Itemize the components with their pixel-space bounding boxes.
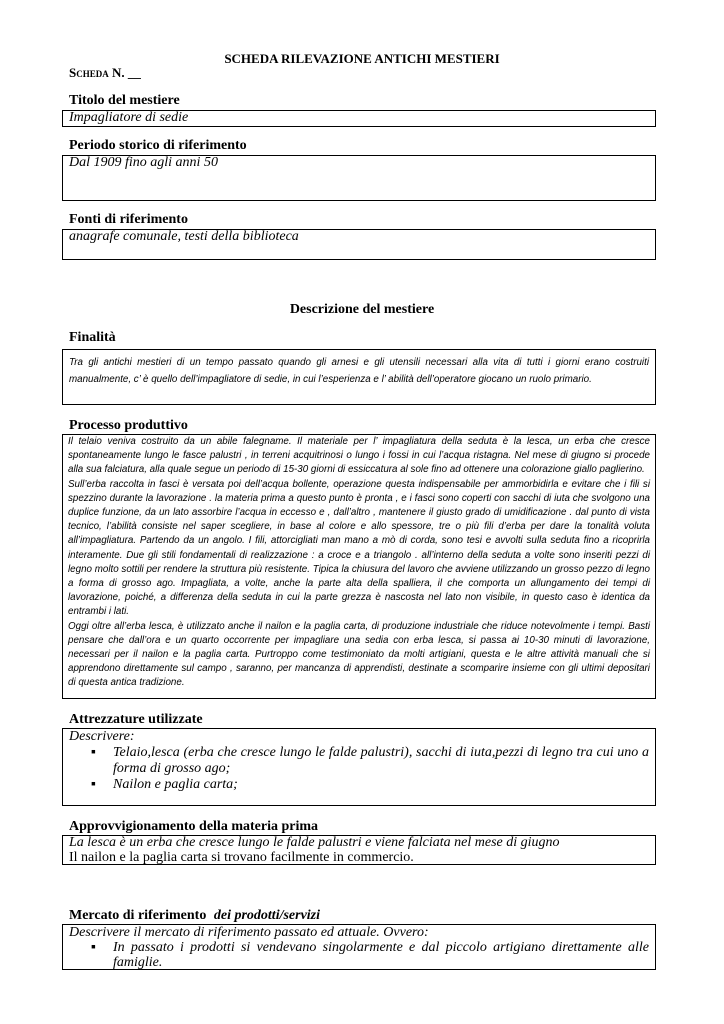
approvvigionamento-line1: La lesca è un erba che cresce lungo le falde palustri e viene falciata nel mese di giugno [69,835,560,850]
bullet-icon: ▪ [91,940,96,955]
attrezzature-box [62,728,656,806]
scheda-label: Scheda [69,65,109,80]
finalita-text: Tra gli antichi mestieri di un tempo passato quando gli arnesi e gli utensili necessari alla vita di tutti i giorni erano costruiti manualmente, c’ è quello dell’impagliatore di sedie, in cui l’esperienza e l’ abilità dell’operatore giocano un ruolo primario. [69,357,649,385]
approvvigionamento-line2: Il nailon e la paglia carta si trovano facilmente in commercio. [69,850,414,865]
processo-text [63,435,655,691]
processo-paragraph: Il telaio veniva costruito da un abile falegname. Il materiale per l’ impagliatura della seduta è la lesca, un erba che cresce spontaneamente lungo le fasce palustri , in terreni acquitrinosi o lungo i fossi in cui l’acqua ristagna. Nel mese di giugno si procede alla sua falciatura, alla quale segue un periodo di 15-30 giorni di essiccatura al sole fino ad ottenere una colorazione giallo paglierino. [68,436,650,476]
scheda-suffix: N. __ [111,65,141,80]
list-item [63,745,649,777]
mercato-box [62,924,656,970]
fonti-value: anagrafe comunale, testi della biblioteca [69,229,299,244]
periodo-value: Dal 1909 fino agli anni 50 [69,155,218,170]
mercato-label [69,908,320,924]
attrezzature-item: Telaio,lesca (erba che cresce lungo le falde palustri), sacchi di iuta,pezzi di legno tra cui uno a forma di grosso ago; [113,745,649,776]
periodo-box [62,155,656,201]
titolo-value: Impagliatore di sedie [69,110,189,125]
attrezzature-item: Nailon e paglia carta; [113,777,238,792]
page-title: SCHEDA RILEVAZIONE ANTICHI MESTIERI [224,51,500,66]
processo-box [62,434,656,699]
bullet-icon: ▪ [91,777,96,792]
attrezzature-intro: Descrivere: [69,729,135,744]
processo-paragraph: Sull’erba raccolta in fasci è versata poi dell’acqua bollente, operazione questa indispensabile per ammorbidirla e evitare che i fili si spezzino durante la lavorazione . la materia prima a questo punto è pronta , e i fasci sono coperti con sacchi di iuta che svolgono una duplice funzione, da un lato assorbire l’acqua in eccesso e , dall’altro , mantenere il giusto grado di umidificazione . dal punto di vista tecnico, l’abilità consiste nel saper scegliere, in base al colore e allo spessore, tre o più fili d’erba per dare la tonalità voluta all’impagliatura. Partendo da un angolo. I fili, attorcigliati man mano a mò di corda, sono tesi e avvolti sulla seduta fino a ricoprirla interamente. Due gli stili fondamentali di realizzazione : a croce e a triangolo . all’interno della seduta a volte sono inseriti pezzi di legno molto sottili per rendere la struttura più resistente. Tipica la chiusura del lavoro che avviene utilizzando un grosso pezzo di legno a forma di grosso ago. Impagliata, a volte, anche la parte alta della spalliera, il che comporta un allungamento dei tempi di lavorazione, poiché, a differenza della seduta in cui la parte grezza è nascosta nel lato non visibile, in questo caso è identica da entrambi i lati. [68,478,650,618]
attrezzature-list [63,745,655,793]
finalita-box [62,349,656,405]
titolo-label: Titolo del mestiere [69,93,180,108]
attrezzature-label: Attrezzature utilizzate [69,712,203,727]
finalita-label: Finalità [69,330,116,345]
list-item [63,777,649,793]
fonti-label: Fonti di riferimento [69,212,188,227]
list-item [63,940,649,970]
mercato-label-italic: dei prodotti/servizi [213,908,321,923]
fonti-box [62,229,656,260]
periodo-label: Periodo storico di riferimento [69,138,247,153]
mercato-list [63,940,655,970]
scheda-number [69,65,141,81]
bullet-icon: ▪ [91,745,96,760]
mercato-label-bold: Mercato di riferimento [69,908,207,923]
mercato-intro: Descrivere il mercato di riferimento passato ed attuale. Ovvero: [69,925,429,940]
processo-label: Processo produttivo [69,418,188,433]
descrizione-heading: Descrizione del mestiere [289,302,435,317]
titolo-box [62,110,656,127]
mercato-item: In passato i prodotti si vendevano singolarmente e dal piccolo artigiano direttamente alle famiglie. [113,940,649,970]
processo-paragraph: Oggi oltre all’erba lesca, è utilizzato anche il nailon e la paglia carta, di produzione industriale che riduce notevolmente i tempi. Basti pensare che dall’ora e un quarto occorrente per impagliare una sedia con erba lesca, si passa ai 10-30 minuti di lavorazione, necessari per il nailon e la paglia carta. Purtroppo come testimoniato da molti artigiani, questa e le altre attività manuali che si apprendono direttamente sul campo , saranno, per mancanza di apprendisti, destinate a scomparire insieme con gli ultimi depositari di questa antica tradizione. [68,620,650,689]
approvvigionamento-label: Approvvigionamento della materia prima [69,819,319,834]
